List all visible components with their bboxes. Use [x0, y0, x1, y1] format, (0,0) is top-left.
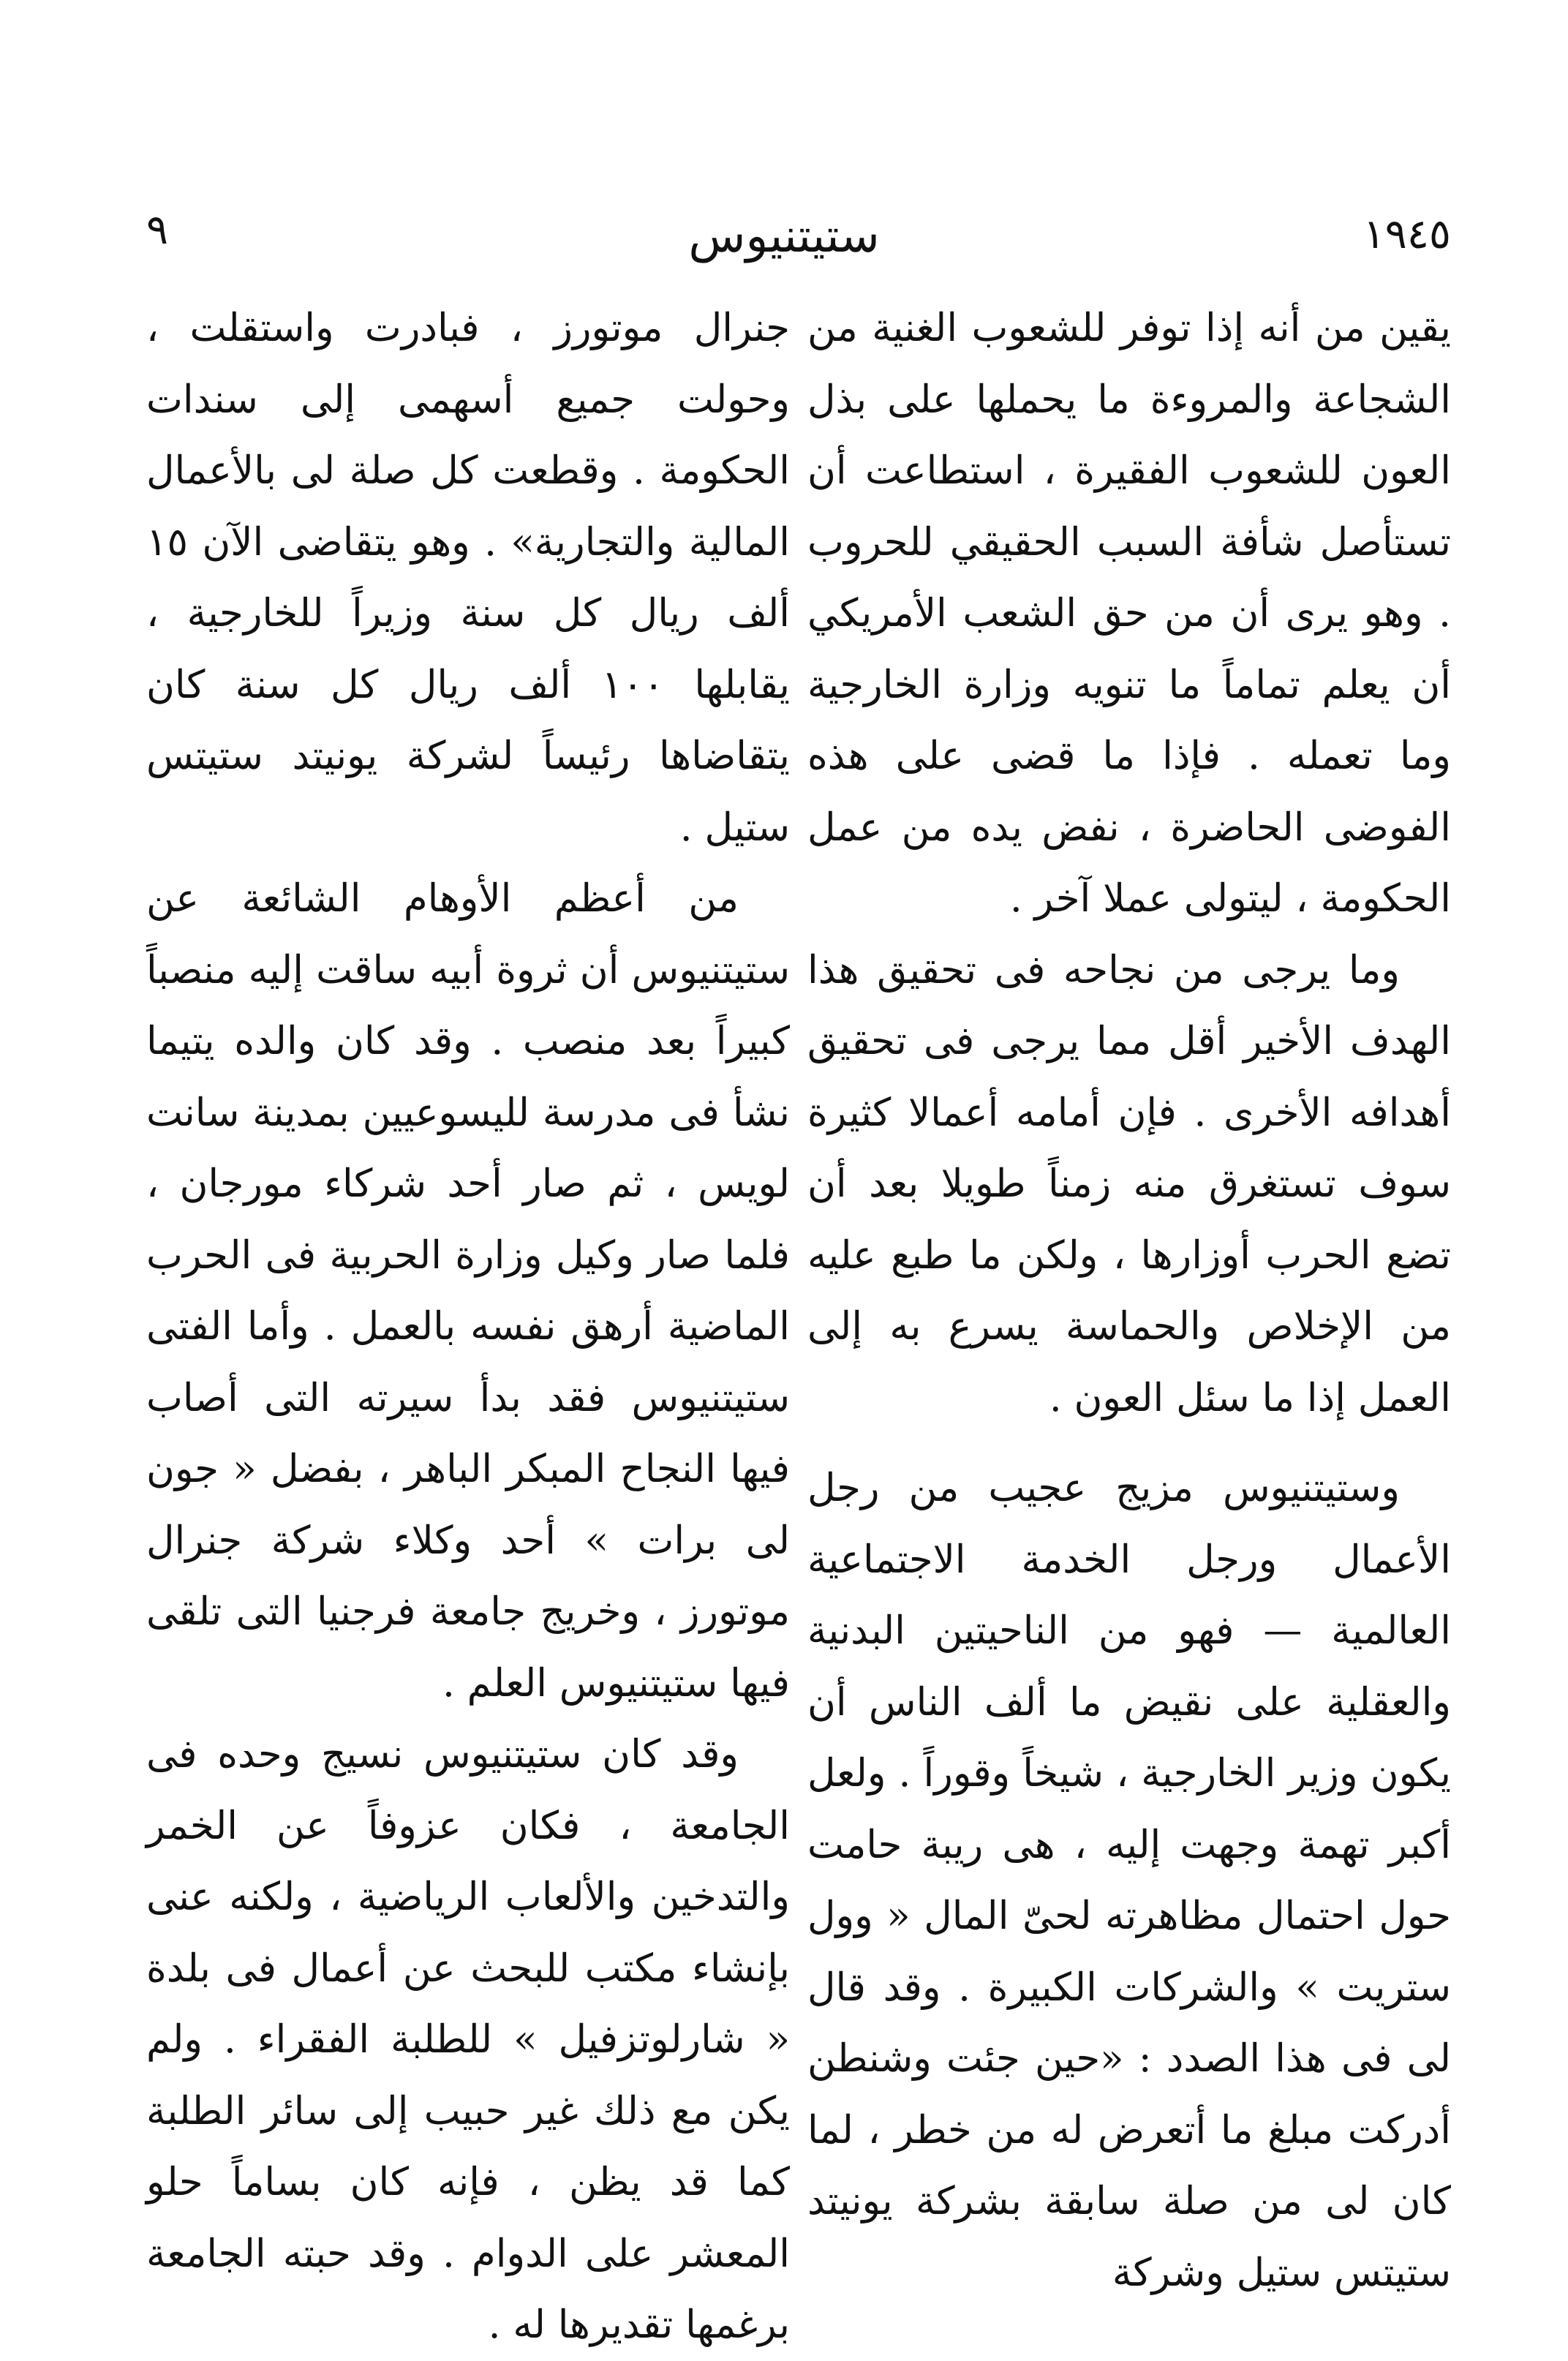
- left-column: [146, 293, 790, 2347]
- right-column: [807, 293, 1451, 2295]
- header-title: ستيتنيوس: [688, 209, 880, 263]
- paragraph: وقد كان ستيتنيوس نسيج وحده فى الجامعة ، فكان عزوفاً عن الخمر والتدخين والألعاب الرياضية ، ولكنه عنى بإنشاء مكتب للبحث عن أعمال فى بلدة « شارلوتزفيل » للطلبة الفقراء . ولم يكن مع ذلك غير حبيب إلى سائر الطلبة كما قد يظن ، فإنه كان بساماً حلو المعشر على الدوام . وقد حبته الجامعة برغمها تقديرها له .: [146, 1732, 790, 2347]
- paragraph: جنرال موتورز ، فبادرت واستقلت ، وحولت جميع أسهمى إلى سندات الحكومة . وقطعت كل صلة لى بالأعمال المالية والتجارية» . وهو يتقاضى الآن ١٥ ألف ريال كل سنة وزيراً للخارجية ، يقابلها ١٠٠ ألف ريال كل سنة كان يتقاضاها رئيساً لشركة يونيتد ستيتس ستيل .: [146, 306, 790, 850]
- paragraph: يقين من أنه إذا توفر للشعوب الغنية من الشجاعة والمروءة ما يحملها على بذل العون للشعوب الفقيرة ، استطاعت أن تستأصل شأفة السبب الحقيقي للحروب . وهو يرى أن من حق الشعب الأمريكي أن يعلم تماماً ما تنويه وزارة الخارجية وما تعمله . فإذا ما قضى على هذه الفوضى الحاضرة ، نفض يده من عمل الحكومة ، ليتولى عملا آخر .: [807, 306, 1451, 921]
- paragraph: وستيتنيوس مزيج عجيب من رجل الأعمال ورجل الخدمة الاجتماعية العالمية — فهو من الناحيتين البدنية والعقلية على نقيض ما ألف الناس أن يكون وزير الخارجية ، شيخاً وقوراً . ولعل أكبر تهمة وجهت إليه ، هى ريبة حامت حول احتمال مظاهرته لحىّ المال « وول ستريت » والشركات الكبيرة . وقد قال لى فى هذا الصدد : «حين جئت وشنطن أدركت مبلغ ما أتعرض له من خطر ، لما كان لى من صلة سابقة بشركة يونيتد ستيتس ستيل وشركة: [807, 1466, 1451, 2295]
- header-year: ١٩٤٥: [1362, 211, 1451, 258]
- running-header: [117, 196, 1451, 284]
- page-number: ٩: [146, 206, 169, 254]
- paragraph: من أعظم الأوهام الشائعة عن ستيتنيوس أن ثروة أبيه ساقت إليه منصباً كبيراً بعد منصب . وقد كان والده يتيما نشأ فى مدرسة لليسوعيين بمدينة سانت لويس ، ثم صار أحد شركاء مورجان ، فلما صار وكيل وزارة الحربية فى الحرب الماضية أرهق نفسه بالعمل . وأما الفتى ستيتنيوس فقد بدأ سيرته التى أصاب فيها النجاح المبكر الباهر ، بفضل « جون لى برات » أحد وكلاء شركة جنرال موتورز ، وخريج جامعة فرجنيا التى تلقى فيها ستيتنيوس العلم .: [146, 876, 790, 1706]
- paragraph: وما يرجى من نجاحه فى تحقيق هذا الهدف الأخير أقل مما يرجى فى تحقيق أهدافه الأخرى . فإن أمامه أعمالا كثيرة سوف تستغرق منه زمناً طويلا بعد أن تضع الحرب أوزارها ، ولكن ما طبع عليه من الإخلاص والحماسة يسرع به إلى العمل إذا ما سئل العون .: [807, 947, 1451, 1420]
